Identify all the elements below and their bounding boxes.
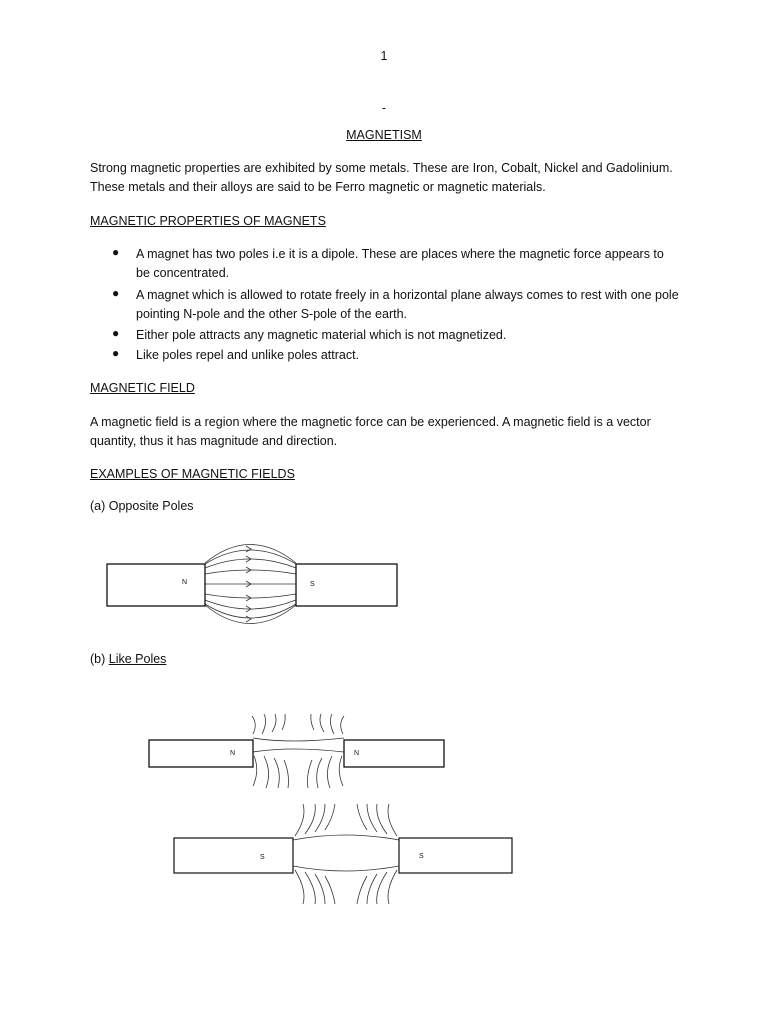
pole-label: N — [182, 579, 188, 586]
pole-label: S — [310, 581, 315, 588]
pole-label: S — [419, 853, 424, 860]
magnet-left — [107, 564, 205, 606]
properties-heading: MAGNETIC PROPERTIES OF MAGNETS — [90, 214, 326, 228]
list-item: A magnet has two poles i.e it is a dipole. These are places where the magnetic force appears to be concentrated. — [136, 247, 664, 280]
field-heading: MAGNETIC FIELD — [90, 381, 195, 395]
magnet-left — [149, 740, 253, 767]
intro-paragraph: Strong magnetic properties are exhibited by some metals. These are Iron, Cobalt, Nickel and Gadolinium. These metals and their alloys are said to be Ferro magnetic or magnetic materials. — [90, 161, 673, 194]
page-title: MAGNETISM — [346, 128, 422, 142]
like-poles-n-diagram — [140, 710, 450, 794]
pole-label: N — [354, 750, 360, 757]
list-item: Either pole attracts any magnetic material which is not magnetized. — [136, 328, 507, 342]
bullet-icon: ● — [112, 346, 120, 360]
magnet-left — [174, 838, 293, 873]
bullet-icon: ● — [112, 245, 120, 259]
pole-label: N — [230, 750, 236, 757]
list-item: A magnet which is allowed to rotate freely in a horizontal plane always comes to rest with one pole pointing N-pole and the other S-pole of the earth. — [136, 288, 679, 321]
pole-label: S — [260, 854, 265, 861]
like-poles-s-diagram — [165, 800, 525, 908]
field-lines — [293, 804, 399, 904]
list-item: Like poles repel and unlike poles attract. — [136, 348, 360, 362]
field-lines — [252, 714, 344, 788]
opposite-poles-label: (a) Opposite Poles — [90, 499, 194, 513]
magnet-right — [399, 838, 512, 873]
like-poles-label — [90, 650, 166, 669]
like-poles-prefix: (b) — [90, 652, 109, 666]
examples-heading: EXAMPLES OF MAGNETIC FIELDS — [90, 467, 295, 481]
like-poles-title: Like Poles — [108, 652, 167, 666]
separator-dash: - — [381, 101, 387, 115]
opposite-poles-diagram — [100, 530, 410, 634]
field-paragraph: A magnetic field is a region where the magnetic force can be experienced. A magnetic field is a vector quantity, thus it has magnitude and direction. — [90, 415, 651, 448]
bullet-icon: ● — [112, 326, 120, 340]
bullet-icon: ● — [112, 286, 120, 300]
page-number: 1 — [380, 49, 388, 63]
field-lines — [205, 545, 296, 624]
